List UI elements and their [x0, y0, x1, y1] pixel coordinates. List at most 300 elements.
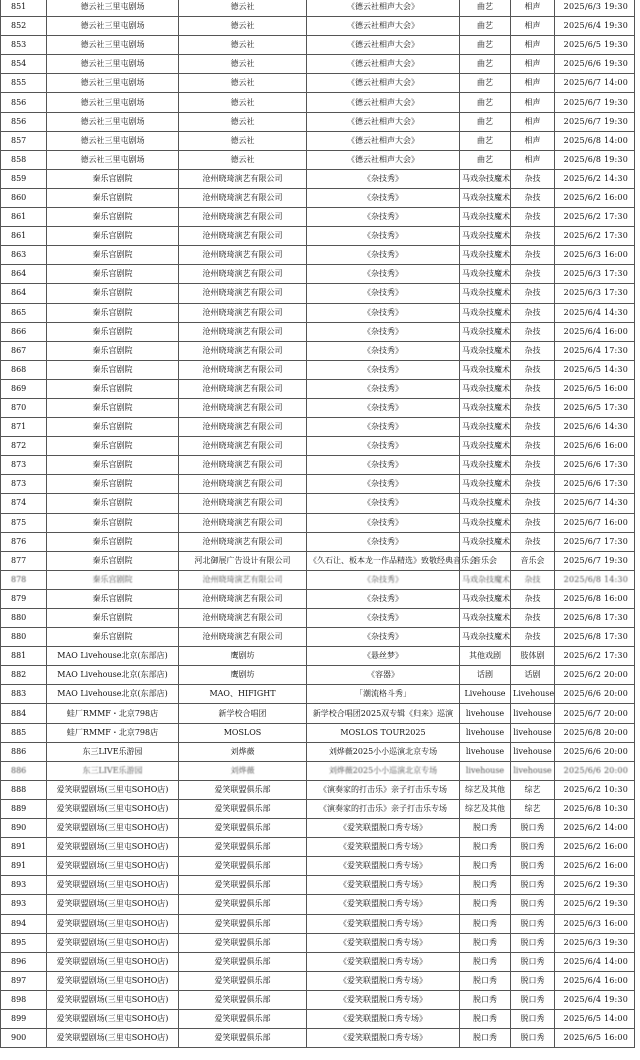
row-number-cell: 863 [1, 246, 47, 265]
program-title-cell: 《杂技秀》 [307, 284, 460, 303]
type-cell: 杂技 [511, 494, 555, 513]
program-title-cell: 《爱笑联盟脱口秀专场》 [307, 933, 460, 952]
venue-cell: 德云社三里屯剧场 [47, 0, 179, 17]
organizer-cell: 爱笑联盟俱乐部 [179, 952, 307, 971]
organizer-cell: 沧州晓琦演艺有限公司 [179, 341, 307, 360]
category-cell: 马戏杂技魔术 [460, 341, 511, 360]
organizer-cell: 德云社 [179, 93, 307, 112]
organizer-cell: 德云社 [179, 150, 307, 169]
datetime-cell: 2025/6/2 19:30 [555, 895, 635, 914]
table-row [1, 609, 635, 628]
organizer-cell: 鹰剧坊 [179, 647, 307, 666]
venue-cell: 秦乐宫剧院 [47, 437, 179, 456]
table-row [1, 456, 635, 475]
venue-cell: 德云社三里屯剧场 [47, 55, 179, 74]
venue-cell: MAO Livehouse北京(东部店) [47, 647, 179, 666]
category-cell: 脱口秀 [460, 914, 511, 933]
datetime-cell: 2025/6/6 16:00 [555, 437, 635, 456]
organizer-cell: 爱笑联盟俱乐部 [179, 971, 307, 990]
datetime-cell: 2025/6/7 19:30 [555, 112, 635, 131]
datetime-cell: 2025/6/8 10:30 [555, 799, 635, 818]
datetime-cell: 2025/6/7 14:30 [555, 494, 635, 513]
organizer-cell: 沧州晓琦演艺有限公司 [179, 475, 307, 494]
row-number-cell: 873 [1, 475, 47, 494]
row-number-cell: 879 [1, 589, 47, 608]
type-cell: 杂技 [511, 609, 555, 628]
category-cell: 马戏杂技魔术 [460, 169, 511, 188]
category-cell: 曲艺 [460, 36, 511, 55]
category-cell: 马戏杂技魔术 [460, 188, 511, 207]
venue-cell: 爱笑联盟剧场(三里屯SOHO店) [47, 838, 179, 857]
row-number-cell: 898 [1, 990, 47, 1009]
venue-cell: 东三LIVE乐游园 [47, 742, 179, 761]
row-number-cell: 890 [1, 819, 47, 838]
type-cell: 相声 [511, 131, 555, 150]
category-cell: 马戏杂技魔术 [460, 227, 511, 246]
program-title-cell: 《杂技秀》 [307, 589, 460, 608]
datetime-cell: 2025/6/8 20:00 [555, 723, 635, 742]
table-row [1, 876, 635, 895]
row-number-cell: 857 [1, 131, 47, 150]
datetime-cell: 2025/6/7 14:00 [555, 74, 635, 93]
table-row [1, 513, 635, 532]
row-number-cell: 893 [1, 876, 47, 895]
type-cell: 相声 [511, 150, 555, 169]
program-title-cell: 《杂技秀》 [307, 532, 460, 551]
row-number-cell: 851 [1, 0, 47, 17]
table-row [1, 761, 635, 780]
datetime-cell: 2025/6/4 19:30 [555, 17, 635, 36]
row-number-cell: 869 [1, 379, 47, 398]
category-cell: 曲艺 [460, 74, 511, 93]
datetime-cell: 2025/6/7 19:30 [555, 551, 635, 570]
category-cell: 脱口秀 [460, 876, 511, 895]
type-cell: 杂技 [511, 188, 555, 207]
type-cell: 杂技 [511, 456, 555, 475]
organizer-cell: 鹰剧坊 [179, 666, 307, 685]
organizer-cell: 爱笑联盟俱乐部 [179, 914, 307, 933]
program-title-cell: 《杂技秀》 [307, 494, 460, 513]
organizer-cell: 沧州晓琦演艺有限公司 [179, 379, 307, 398]
program-title-cell: 《爱笑联盟脱口秀专场》 [307, 876, 460, 895]
program-title-cell: 《爱笑联盟脱口秀专场》 [307, 971, 460, 990]
organizer-cell: 德云社 [179, 112, 307, 131]
row-number-cell: 853 [1, 36, 47, 55]
type-cell: 相声 [511, 112, 555, 131]
type-cell: 杂技 [511, 169, 555, 188]
table-row [1, 1009, 635, 1028]
program-title-cell: 《杂技秀》 [307, 227, 460, 246]
datetime-cell: 2025/6/6 20:00 [555, 685, 635, 704]
datetime-cell: 2025/6/2 17:30 [555, 208, 635, 227]
venue-cell: 爱笑联盟剧场(三里屯SOHO店) [47, 819, 179, 838]
category-cell: livehouse [460, 704, 511, 723]
table-row [1, 131, 635, 150]
program-title-cell: 《杂技秀》 [307, 303, 460, 322]
category-cell: 马戏杂技魔术 [460, 246, 511, 265]
program-title-cell: 《杂技秀》 [307, 609, 460, 628]
type-cell: 杂技 [511, 570, 555, 589]
table-row [1, 208, 635, 227]
category-cell: Livehouse [460, 685, 511, 704]
datetime-cell: 2025/6/8 14:00 [555, 131, 635, 150]
organizer-cell: 沧州晓琦演艺有限公司 [179, 513, 307, 532]
venue-cell: 秦乐宫剧院 [47, 418, 179, 437]
type-cell: 综艺 [511, 799, 555, 818]
type-cell: 脱口秀 [511, 876, 555, 895]
program-title-cell: 《杂技秀》 [307, 265, 460, 284]
datetime-cell: 2025/6/2 16:00 [555, 838, 635, 857]
row-number-cell: 868 [1, 360, 47, 379]
datetime-cell: 2025/6/4 17:30 [555, 341, 635, 360]
organizer-cell: 德云社 [179, 0, 307, 17]
venue-cell: 爱笑联盟剧场(三里屯SOHO店) [47, 1029, 179, 1048]
datetime-cell: 2025/6/6 20:00 [555, 761, 635, 780]
datetime-cell: 2025/6/6 19:30 [555, 55, 635, 74]
datetime-cell: 2025/6/3 17:30 [555, 284, 635, 303]
venue-cell: MAO Livehouse北京(东部店) [47, 666, 179, 685]
program-title-cell: 《杂技秀》 [307, 418, 460, 437]
row-number-cell: 859 [1, 169, 47, 188]
category-cell: 曲艺 [460, 131, 511, 150]
program-title-cell: 《杂技秀》 [307, 398, 460, 417]
table-row [1, 551, 635, 570]
row-number-cell: 866 [1, 322, 47, 341]
program-title-cell: 《爱笑联盟脱口秀专场》 [307, 895, 460, 914]
table-row [1, 742, 635, 761]
datetime-cell: 2025/6/3 16:00 [555, 914, 635, 933]
organizer-cell: 沧州晓琦演艺有限公司 [179, 246, 307, 265]
category-cell: 马戏杂技魔术 [460, 437, 511, 456]
organizer-cell: 新学校合唱团 [179, 704, 307, 723]
table-row [1, 532, 635, 551]
row-number-cell: 876 [1, 532, 47, 551]
table-row [1, 17, 635, 36]
program-title-cell: 《久石让、板本龙一作品精选》致敬经典音乐会 [307, 551, 460, 570]
table-row [1, 227, 635, 246]
row-number-cell: 896 [1, 952, 47, 971]
program-title-cell: 《杂技秀》 [307, 246, 460, 265]
organizer-cell: 爱笑联盟俱乐部 [179, 857, 307, 876]
program-title-cell: 《演奏家的打击乐》亲子打击乐专场 [307, 780, 460, 799]
program-title-cell: 《德云社相声大会》 [307, 93, 460, 112]
venue-cell: 秦乐宫剧院 [47, 341, 179, 360]
table-row [1, 1029, 635, 1048]
category-cell: 马戏杂技魔术 [460, 532, 511, 551]
datetime-cell: 2025/6/6 20:00 [555, 742, 635, 761]
venue-cell: 德云社三里屯剧场 [47, 131, 179, 150]
organizer-cell: 德云社 [179, 74, 307, 93]
organizer-cell: 沧州晓琦演艺有限公司 [179, 360, 307, 379]
type-cell: 相声 [511, 36, 555, 55]
venue-cell: 蛙厂RMMF・北京798店 [47, 723, 179, 742]
table-row [1, 723, 635, 742]
datetime-cell: 2025/6/7 20:00 [555, 704, 635, 723]
datetime-cell: 2025/6/4 14:00 [555, 952, 635, 971]
datetime-cell: 2025/6/4 16:00 [555, 322, 635, 341]
venue-cell: 爱笑联盟剧场(三里屯SOHO店) [47, 933, 179, 952]
organizer-cell: 沧州晓琦演艺有限公司 [179, 227, 307, 246]
category-cell: 马戏杂技魔术 [460, 398, 511, 417]
row-number-cell: 864 [1, 265, 47, 284]
table-row [1, 838, 635, 857]
table-row [1, 112, 635, 131]
table-row [1, 437, 635, 456]
program-title-cell: 《爱笑联盟脱口秀专场》 [307, 1029, 460, 1048]
type-cell: 杂技 [511, 418, 555, 437]
type-cell: 音乐会 [511, 551, 555, 570]
venue-cell: 秦乐宫剧院 [47, 609, 179, 628]
program-title-cell: 《德云社相声大会》 [307, 55, 460, 74]
row-number-cell: 856 [1, 112, 47, 131]
program-title-cell: 《德云社相声大会》 [307, 36, 460, 55]
venue-cell: 秦乐宫剧院 [47, 246, 179, 265]
table-row [1, 36, 635, 55]
category-cell: 脱口秀 [460, 1009, 511, 1028]
table-row [1, 475, 635, 494]
program-title-cell: 《德云社相声大会》 [307, 150, 460, 169]
type-cell: 脱口秀 [511, 857, 555, 876]
venue-cell: 秦乐宫剧院 [47, 303, 179, 322]
venue-cell: 爱笑联盟剧场(三里屯SOHO店) [47, 799, 179, 818]
program-title-cell: 《杂技秀》 [307, 360, 460, 379]
table-row [1, 685, 635, 704]
type-cell: 杂技 [511, 475, 555, 494]
datetime-cell: 2025/6/5 19:30 [555, 36, 635, 55]
venue-cell: 秦乐宫剧院 [47, 551, 179, 570]
row-number-cell: 885 [1, 723, 47, 742]
datetime-cell: 2025/6/2 19:30 [555, 876, 635, 895]
table-row [1, 895, 635, 914]
category-cell: 马戏杂技魔术 [460, 494, 511, 513]
row-number-cell: 858 [1, 150, 47, 169]
category-cell: 综艺及其他 [460, 799, 511, 818]
program-title-cell: 《爱笑联盟脱口秀专场》 [307, 857, 460, 876]
category-cell: 马戏杂技魔术 [460, 456, 511, 475]
organizer-cell: 河北御展广告设计有限公司 [179, 551, 307, 570]
organizer-cell: 刘烨薇 [179, 761, 307, 780]
table-row [1, 265, 635, 284]
venue-cell: 秦乐宫剧院 [47, 265, 179, 284]
row-number-cell: 895 [1, 933, 47, 952]
table-row [1, 150, 635, 169]
organizer-cell: MAO、HIFIGHT [179, 685, 307, 704]
venue-cell: 秦乐宫剧院 [47, 475, 179, 494]
datetime-cell: 2025/6/8 16:00 [555, 589, 635, 608]
datetime-cell: 2025/6/8 17:30 [555, 609, 635, 628]
table-row [1, 971, 635, 990]
row-number-cell: 872 [1, 437, 47, 456]
category-cell: 马戏杂技魔术 [460, 265, 511, 284]
program-title-cell: 《杂技秀》 [307, 379, 460, 398]
type-cell: 杂技 [511, 227, 555, 246]
table-body [1, 0, 635, 1048]
table-row [1, 857, 635, 876]
organizer-cell: 沧州晓琦演艺有限公司 [179, 322, 307, 341]
type-cell: 脱口秀 [511, 895, 555, 914]
row-number-cell: 870 [1, 398, 47, 417]
venue-cell: 秦乐宫剧院 [47, 227, 179, 246]
table-row [1, 55, 635, 74]
program-title-cell: 《德云社相声大会》 [307, 131, 460, 150]
category-cell: 脱口秀 [460, 1029, 511, 1048]
type-cell: Livehouse [511, 685, 555, 704]
organizer-cell: 沧州晓琦演艺有限公司 [179, 628, 307, 647]
table-row [1, 704, 635, 723]
datetime-cell: 2025/6/8 14:30 [555, 570, 635, 589]
category-cell: 脱口秀 [460, 838, 511, 857]
category-cell: 脱口秀 [460, 971, 511, 990]
program-title-cell: 《杂技秀》 [307, 188, 460, 207]
organizer-cell: 沧州晓琦演艺有限公司 [179, 589, 307, 608]
table-row [1, 990, 635, 1009]
venue-cell: 秦乐宫剧院 [47, 379, 179, 398]
table-row [1, 628, 635, 647]
type-cell: livehouse [511, 723, 555, 742]
row-number-cell: 874 [1, 494, 47, 513]
row-number-cell: 861 [1, 208, 47, 227]
program-title-cell: 《杂技秀》 [307, 208, 460, 227]
program-title-cell: 《杂技秀》 [307, 169, 460, 188]
table-row [1, 93, 635, 112]
datetime-cell: 2025/6/7 16:00 [555, 513, 635, 532]
program-title-cell: 《爱笑联盟脱口秀专场》 [307, 838, 460, 857]
program-title-cell: 《杂技秀》 [307, 570, 460, 589]
organizer-cell: 沧州晓琦演艺有限公司 [179, 570, 307, 589]
venue-cell: 爱笑联盟剧场(三里屯SOHO店) [47, 971, 179, 990]
organizer-cell: 沧州晓琦演艺有限公司 [179, 188, 307, 207]
organizer-cell: 爱笑联盟俱乐部 [179, 876, 307, 895]
venue-cell: 爱笑联盟剧场(三里屯SOHO店) [47, 914, 179, 933]
datetime-cell: 2025/6/7 19:30 [555, 93, 635, 112]
venue-cell: 秦乐宫剧院 [47, 494, 179, 513]
organizer-cell: 德云社 [179, 131, 307, 150]
organizer-cell: 沧州晓琦演艺有限公司 [179, 609, 307, 628]
row-number-cell: 871 [1, 418, 47, 437]
datetime-cell: 2025/6/5 17:30 [555, 398, 635, 417]
organizer-cell: 沧州晓琦演艺有限公司 [179, 532, 307, 551]
row-number-cell: 855 [1, 74, 47, 93]
table-row [1, 570, 635, 589]
datetime-cell: 2025/6/3 19:30 [555, 933, 635, 952]
venue-cell: 秦乐宫剧院 [47, 360, 179, 379]
type-cell: 脱口秀 [511, 1009, 555, 1028]
category-cell: livehouse [460, 761, 511, 780]
datetime-cell: 2025/6/2 14:30 [555, 169, 635, 188]
category-cell: 脱口秀 [460, 990, 511, 1009]
venue-cell: 秦乐宫剧院 [47, 456, 179, 475]
type-cell: 杂技 [511, 208, 555, 227]
type-cell: livehouse [511, 704, 555, 723]
organizer-cell: 爱笑联盟俱乐部 [179, 819, 307, 838]
row-number-cell: 899 [1, 1009, 47, 1028]
organizer-cell: 德云社 [179, 36, 307, 55]
venue-cell: 爱笑联盟剧场(三里屯SOHO店) [47, 990, 179, 1009]
datetime-cell: 2025/6/5 16:00 [555, 379, 635, 398]
type-cell: 相声 [511, 17, 555, 36]
type-cell: 相声 [511, 74, 555, 93]
type-cell: 综艺 [511, 780, 555, 799]
datetime-cell: 2025/6/4 19:30 [555, 990, 635, 1009]
venue-cell: 爱笑联盟剧场(三里屯SOHO店) [47, 857, 179, 876]
row-number-cell: 889 [1, 799, 47, 818]
organizer-cell: 沧州晓琦演艺有限公司 [179, 208, 307, 227]
type-cell: 脱口秀 [511, 1029, 555, 1048]
datetime-cell: 2025/6/3 17:30 [555, 265, 635, 284]
program-title-cell: 《悬丝梦》 [307, 647, 460, 666]
organizer-cell: 刘烨薇 [179, 742, 307, 761]
program-title-cell: 《容器》 [307, 666, 460, 685]
organizer-cell: 沧州晓琦演艺有限公司 [179, 398, 307, 417]
program-title-cell: 《爱笑联盟脱口秀专场》 [307, 819, 460, 838]
venue-cell: 东三LIVE乐游园 [47, 761, 179, 780]
program-title-cell: 《杂技秀》 [307, 341, 460, 360]
table-row [1, 819, 635, 838]
program-title-cell: 《杂技秀》 [307, 456, 460, 475]
row-number-cell: 873 [1, 456, 47, 475]
row-number-cell: 864 [1, 284, 47, 303]
type-cell: 杂技 [511, 628, 555, 647]
row-number-cell: 856 [1, 93, 47, 112]
venue-cell: 秦乐宫剧院 [47, 513, 179, 532]
program-title-cell: 《爱笑联盟脱口秀专场》 [307, 1009, 460, 1028]
type-cell: 脱口秀 [511, 819, 555, 838]
venue-cell: 秦乐宫剧院 [47, 570, 179, 589]
table-row [1, 284, 635, 303]
category-cell: 曲艺 [460, 112, 511, 131]
venue-cell: 爱笑联盟剧场(三里屯SOHO店) [47, 780, 179, 799]
category-cell: 曲艺 [460, 17, 511, 36]
type-cell: 肢体剧 [511, 647, 555, 666]
type-cell: 杂技 [511, 437, 555, 456]
organizer-cell: 爱笑联盟俱乐部 [179, 895, 307, 914]
row-number-cell: 886 [1, 742, 47, 761]
category-cell: livehouse [460, 723, 511, 742]
row-number-cell: 900 [1, 1029, 47, 1048]
organizer-cell: 沧州晓琦演艺有限公司 [179, 169, 307, 188]
datetime-cell: 2025/6/5 14:30 [555, 360, 635, 379]
organizer-cell: 沧州晓琦演艺有限公司 [179, 456, 307, 475]
program-title-cell: 《爱笑联盟脱口秀专场》 [307, 914, 460, 933]
datetime-cell: 2025/6/3 19:30 [555, 0, 635, 17]
table-row [1, 780, 635, 799]
row-number-cell: 878 [1, 570, 47, 589]
venue-cell: 秦乐宫剧院 [47, 589, 179, 608]
venue-cell: 爱笑联盟剧场(三里屯SOHO店) [47, 1009, 179, 1028]
datetime-cell: 2025/6/2 16:00 [555, 188, 635, 207]
table-row [1, 303, 635, 322]
category-cell: 曲艺 [460, 55, 511, 74]
organizer-cell: 爱笑联盟俱乐部 [179, 799, 307, 818]
row-number-cell: 880 [1, 628, 47, 647]
type-cell: 杂技 [511, 322, 555, 341]
row-number-cell: 884 [1, 704, 47, 723]
program-title-cell: MOSLOS TOUR2025 [307, 723, 460, 742]
venue-cell: 爱笑联盟剧场(三里屯SOHO店) [47, 895, 179, 914]
row-number-cell: 891 [1, 857, 47, 876]
table-row [1, 647, 635, 666]
venue-cell: 秦乐宫剧院 [47, 284, 179, 303]
row-number-cell: 861 [1, 227, 47, 246]
category-cell: 马戏杂技魔术 [460, 284, 511, 303]
table-row [1, 246, 635, 265]
type-cell: 脱口秀 [511, 952, 555, 971]
program-title-cell: 《杂技秀》 [307, 475, 460, 494]
category-cell: 曲艺 [460, 0, 511, 17]
organizer-cell: 沧州晓琦演艺有限公司 [179, 418, 307, 437]
table-row [1, 933, 635, 952]
category-cell: 脱口秀 [460, 895, 511, 914]
